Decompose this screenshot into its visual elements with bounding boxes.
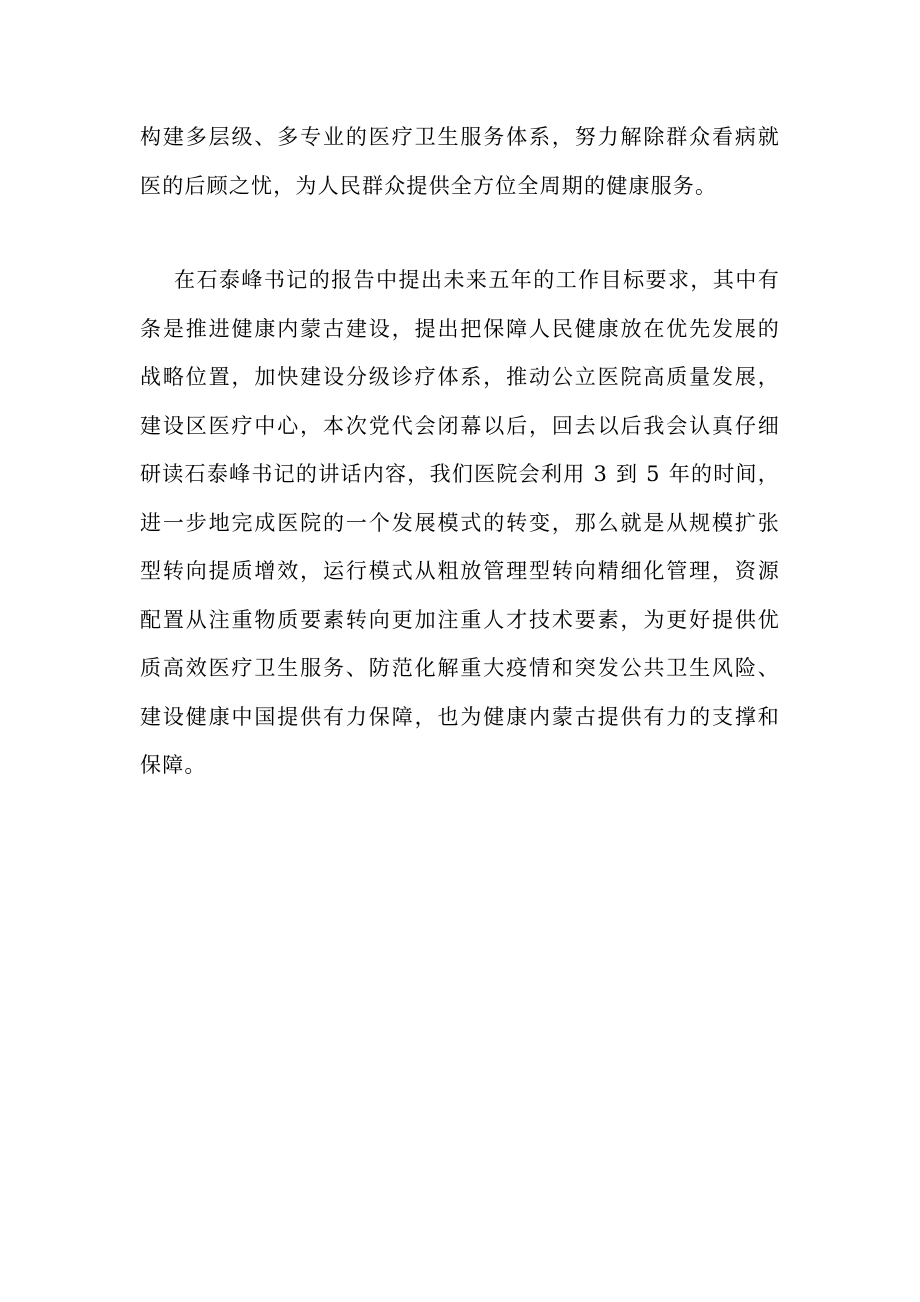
paragraph-text: 构建多层级、多专业的医疗卫生服务体系，努力解除群众看病就医的后顾之忧，为人民群众提供全方位全周期的健康服务。: [140, 125, 780, 198]
paragraph-text: 在石泰峰书记的报告中提出未来五年的工作目标要求，其中有条是推进健康内蒙古建设，提出把保障人民健康放在优先发展的战略位置，加快建设分级诊疗体系，推动公立医院高质量发展，建设区医疗中心，本次党代会闭幕以后，回去以后我会认真仔细研读石泰峰书记的讲话内容，我们医院会利用 3 到 5 年的时间，进一步地完成医院的一个发展模式的转变，那么就是从规模扩张型转向提质增效，运行模式从粗放管理型转向精细化管理，资源配置从注重物质要素转向更加注重人才技术要素，为更好提供优质高效医疗卫生服务、防范化解重大疫情和突发公共卫生风险、建设健康中国提供有力保障，也为健康内蒙古提供有力的支撑和保障。: [140, 268, 780, 777]
paragraph-continued: [140, 113, 780, 210]
paragraph-goals: [140, 256, 780, 790]
